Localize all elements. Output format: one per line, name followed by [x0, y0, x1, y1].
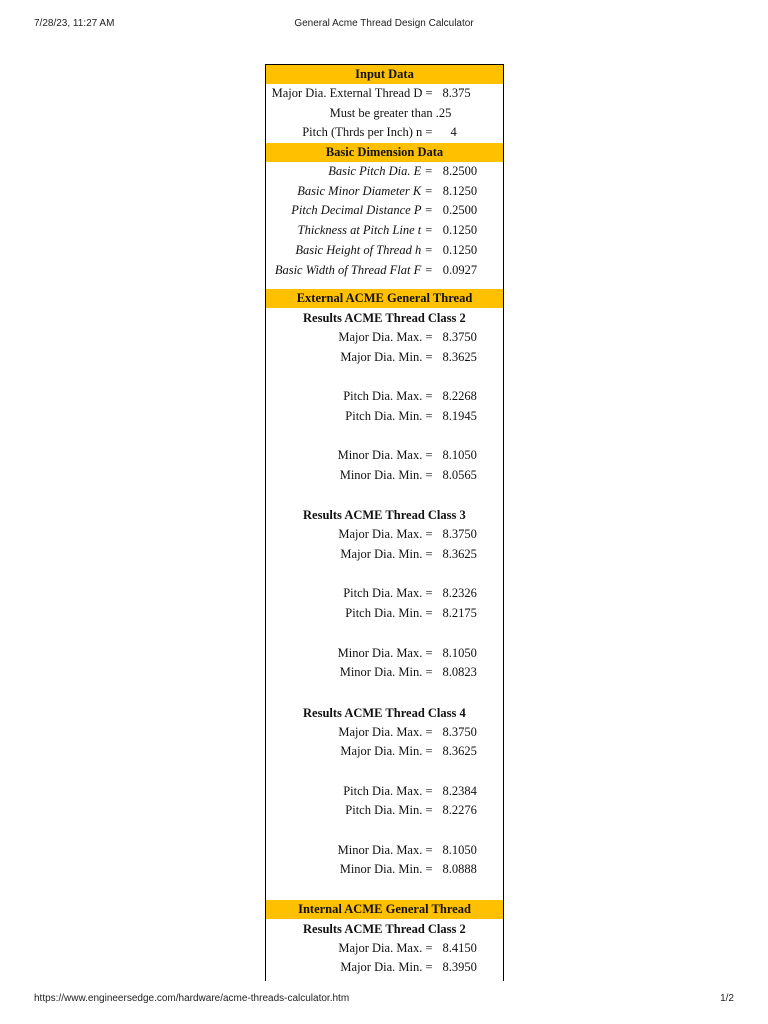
major-dia-input[interactable]: 8.375: [442, 86, 471, 100]
pitch-min-value: 8.2175: [442, 606, 477, 621]
thickness-pitch-line-label: Thickness at Pitch Line t =: [297, 223, 433, 238]
result-row: [266, 958, 503, 978]
basic-row: [266, 182, 503, 202]
basic-dimension-heading: Basic Dimension Data: [266, 143, 503, 162]
pitch-min-value: 8.2276: [442, 803, 477, 818]
major-dia-label: Major Dia. External Thread D =: [271, 86, 433, 100]
minor-max-value: 8.1050: [442, 448, 477, 463]
pitch-max-label: Pitch Dia. Max. =: [343, 586, 433, 601]
result-row: [266, 446, 503, 466]
input-data-heading: Input Data: [266, 65, 503, 84]
major-min-label: Major Dia. Min. =: [340, 744, 433, 759]
result-row: [266, 348, 503, 368]
result-row: [266, 466, 503, 486]
pitch-min-label: Pitch Dia. Min. =: [345, 606, 433, 621]
result-row: [266, 723, 503, 743]
print-page-number: 1/2: [720, 993, 734, 1004]
minor-max-label: Minor Dia. Max. =: [337, 645, 433, 660]
result-row: [266, 644, 503, 664]
basic-height-value: 0.1250: [442, 242, 478, 257]
basic-minor-dia-label: Basic Minor Diameter K =: [297, 183, 433, 198]
result-row: [266, 604, 503, 624]
minor-min-value: 8.0565: [442, 468, 477, 482]
internal-thread-heading: Internal ACME General Thread: [266, 900, 503, 919]
minor-max-label: Minor Dia. Max. =: [337, 842, 433, 857]
thickness-pitch-line-value: 0.1250: [442, 223, 478, 238]
major-min-label: Major Dia. Min. =: [340, 547, 433, 562]
pitch-min-label: Pitch Dia. Min. =: [345, 408, 433, 423]
basic-row: [266, 261, 503, 281]
basic-row: [266, 201, 503, 221]
external-thread-heading: External ACME General Thread: [266, 289, 503, 308]
major-dia-note: Must be greater than .25: [329, 105, 452, 120]
minor-min-label: Minor Dia. Min. =: [339, 468, 433, 482]
print-page-title: General Acme Thread Design Calculator: [294, 18, 474, 29]
basic-width-flat-label: Basic Width of Thread Flat F =: [274, 262, 433, 277]
minor-max-value: 8.1050: [442, 842, 477, 857]
result-row: [266, 801, 503, 821]
major-min-label: Major Dia. Min. =: [340, 960, 433, 975]
major-min-value: 8.3625: [442, 547, 477, 562]
result-row: [266, 407, 503, 427]
pitch-max-label: Pitch Dia. Max. =: [343, 783, 433, 798]
pitch-decimal-distance-value: 0.2500: [442, 203, 478, 218]
result-row: [266, 841, 503, 861]
basic-height-label: Basic Height of Thread h =: [295, 242, 433, 257]
result-row: [266, 860, 503, 880]
external-class-4-title: Results ACME Thread Class 4: [303, 705, 466, 720]
print-datetime: 7/28/23, 11:27 AM: [34, 18, 115, 29]
major-max-label: Major Dia. Max. =: [338, 330, 433, 345]
result-row: [266, 939, 503, 959]
result-row: [266, 545, 503, 565]
internal-class-2-title: Results ACME Thread Class 2: [303, 921, 466, 936]
basic-width-flat-value: 0.0927: [442, 262, 478, 277]
major-max-value: 8.3750: [442, 527, 477, 542]
pitch-input[interactable]: 4: [450, 125, 457, 140]
minor-min-value: 8.0823: [442, 665, 477, 680]
major-min-value: 8.3950: [442, 960, 477, 975]
pitch-decimal-distance-label: Pitch Decimal Distance P =: [291, 203, 433, 218]
result-row: [266, 525, 503, 545]
major-min-value: 8.3625: [442, 744, 477, 759]
result-row: [266, 387, 503, 407]
result-row: [266, 663, 503, 683]
basic-row: [266, 162, 503, 182]
major-max-value: 8.3750: [442, 724, 477, 739]
result-row: [266, 742, 503, 762]
pitch-max-value: 8.2326: [442, 586, 477, 601]
print-url: https://www.engineersedge.com/hardware/acme-threads-calculator.htm: [34, 993, 350, 1004]
major-max-label: Major Dia. Max. =: [338, 527, 433, 542]
external-class-3-title: Results ACME Thread Class 3: [303, 508, 466, 523]
minor-max-value: 8.1050: [442, 645, 477, 660]
major-max-value: 8.3750: [442, 330, 477, 345]
pitch-min-label: Pitch Dia. Min. =: [345, 803, 433, 818]
result-row: [266, 328, 503, 348]
basic-minor-dia-value: 8.1250: [442, 183, 478, 198]
minor-max-label: Minor Dia. Max. =: [337, 448, 433, 463]
pitch-max-value: 8.2384: [442, 783, 477, 798]
major-dia-row: [266, 84, 503, 104]
pitch-row: [266, 123, 503, 143]
acme-calculator-table: [265, 64, 504, 981]
basic-pitch-dia-value: 8.2500: [442, 164, 478, 179]
pitch-min-value: 8.1945: [442, 408, 477, 423]
minor-min-value: 8.0888: [442, 862, 477, 877]
basic-row: [266, 241, 503, 261]
major-max-label: Major Dia. Max. =: [338, 940, 433, 955]
basic-row: [266, 221, 503, 241]
major-max-value: 8.4150: [442, 940, 477, 955]
result-row: [266, 584, 503, 604]
external-class-2-title: Results ACME Thread Class 2: [303, 311, 466, 326]
pitch-max-label: Pitch Dia. Max. =: [343, 389, 433, 404]
pitch-max-value: 8.2268: [442, 389, 477, 404]
result-row: [266, 782, 503, 802]
minor-min-label: Minor Dia. Min. =: [339, 862, 433, 877]
major-min-value: 8.3625: [442, 349, 477, 364]
minor-min-label: Minor Dia. Min. =: [339, 665, 433, 680]
major-min-label: Major Dia. Min. =: [340, 349, 433, 364]
note-row: [266, 104, 503, 124]
major-max-label: Major Dia. Max. =: [338, 724, 433, 739]
pitch-label: Pitch (Thrds per Inch) n =: [302, 125, 433, 140]
basic-pitch-dia-label: Basic Pitch Dia. E =: [328, 164, 433, 179]
